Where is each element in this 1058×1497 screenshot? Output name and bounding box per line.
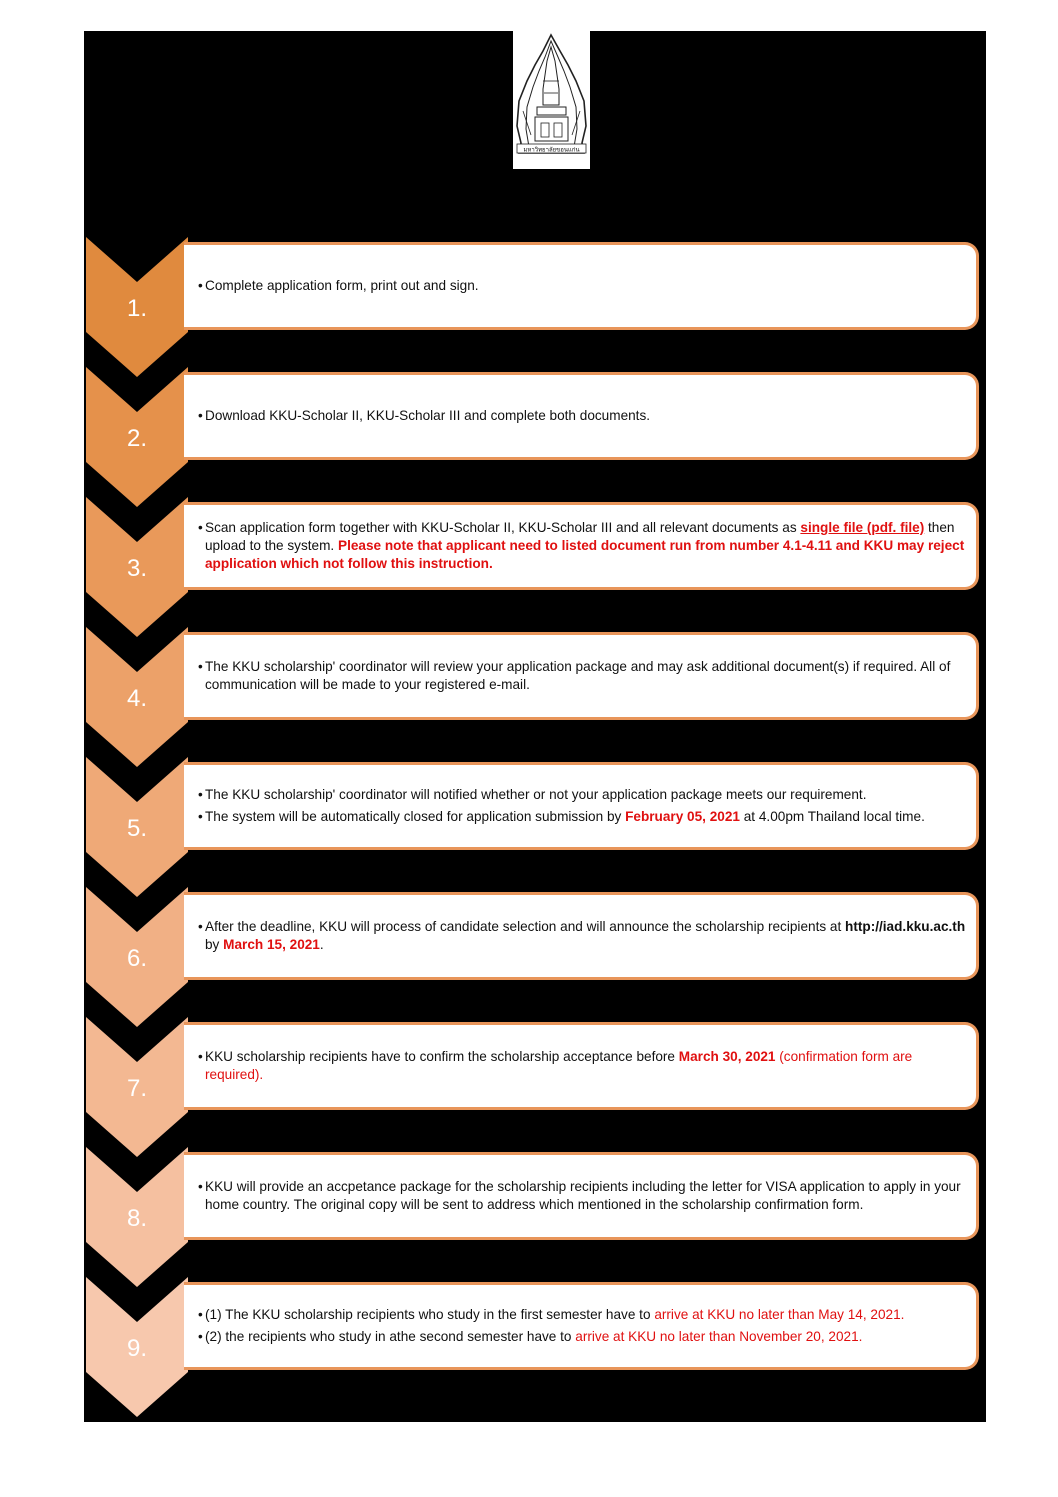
bullet-icon: • <box>198 919 203 934</box>
step-text: The KKU scholarship' coordinator will notified whether or not your application package meets our requirement. <box>205 787 867 802</box>
step-bullet-item <box>198 918 970 954</box>
step-bullet-item <box>198 658 970 694</box>
step-bullet-item <box>198 786 970 804</box>
step-number: 2. <box>126 425 147 452</box>
bullet-icon: • <box>198 809 203 824</box>
step-text: (confirmation form are required). <box>205 1049 913 1082</box>
step-content-box <box>184 632 979 720</box>
step-bullet-item <box>198 1048 970 1084</box>
step-bullet-item <box>198 519 970 573</box>
step-text: (1) The KKU scholarship recipients who study in the first semester have to <box>205 1307 655 1322</box>
step-content-box <box>184 1282 979 1370</box>
step-bullet-item <box>198 1306 970 1324</box>
step-content-box <box>184 892 979 980</box>
step-text: KKU will provide an accpetance package for the scholarship recipients including the letter for VISA application to apply in your home country. The original copy will be sent to address which mentioned in the scholarship confirmation form. <box>205 1179 961 1212</box>
step-text: Scan application form together with KKU-Scholar II, KKU-Scholar III and all relevant documents as <box>205 520 801 535</box>
bullet-icon: • <box>198 1307 203 1322</box>
step-text: by <box>205 937 224 952</box>
step-text[interactable]: http://iad.kku.ac.th <box>845 919 966 934</box>
step-number: 4. <box>126 685 147 712</box>
bullet-icon: • <box>198 1049 203 1064</box>
step-text: Complete application form, print out and sign. <box>205 278 479 293</box>
step-text: March 30, 2021 <box>678 1049 776 1064</box>
step-number: 9. <box>126 1335 147 1362</box>
step-text: KKU scholarship recipients have to confirm the scholarship acceptance before <box>205 1049 679 1064</box>
svg-text:มหาวิทยาลัยขอนแก่น: มหาวิทยาลัยขอนแก่น <box>523 146 580 154</box>
bullet-icon: • <box>198 1179 203 1194</box>
bullet-icon: • <box>198 408 203 423</box>
step-number: 8. <box>126 1205 147 1232</box>
step-text: March 15, 2021 <box>223 937 320 952</box>
step-bullet-item <box>198 1178 970 1214</box>
step-content-box <box>184 762 979 850</box>
step-text: February 05, 2021 <box>625 809 740 824</box>
step-number: 6. <box>126 945 147 972</box>
step-text: single file (pdf. file) <box>800 520 925 535</box>
step-text: After the deadline, KKU will process of candidate selection and will announce the scholarship recipients at <box>205 919 846 934</box>
bullet-icon: • <box>198 1329 203 1344</box>
step-text: (2) the recipients who study in athe second semester have to <box>205 1329 576 1344</box>
step-text: Please note that applicant need to listed document run from number 4.1-4.11 and KKU may reject application which not follow this instruction. <box>205 538 965 571</box>
kku-seal-icon <box>513 31 590 169</box>
bullet-icon: • <box>198 659 203 674</box>
step-bullet-item <box>198 1328 970 1346</box>
step-text: The system will be automatically closed for application submission by <box>205 809 626 824</box>
step-text: arrive at KKU no later than November 20, 2021. <box>575 1329 863 1344</box>
step-content-box <box>184 372 979 460</box>
step-text: at 4.00pm Thailand local time. <box>739 809 925 824</box>
step-number: 1. <box>126 295 147 322</box>
step-text: arrive at KKU no later than May 14, 2021. <box>654 1307 905 1322</box>
step-number: 7. <box>126 1075 147 1102</box>
step-number: 5. <box>126 815 147 842</box>
step-number: 3. <box>126 555 147 582</box>
step-bullet-item <box>198 277 970 295</box>
bullet-icon: • <box>198 520 203 535</box>
step-content-box <box>184 502 979 590</box>
step-bullet-item <box>198 407 970 425</box>
bullet-icon: • <box>198 278 203 293</box>
step-content-box <box>184 1152 979 1240</box>
kku-seal-logo <box>513 31 590 169</box>
step-bullet-item <box>198 808 970 826</box>
step-content-box <box>184 1022 979 1110</box>
step-text: then upload to the system. <box>205 520 955 553</box>
step-content-box <box>184 242 979 330</box>
step-text: Download KKU-Scholar II, KKU-Scholar III and complete both documents. <box>205 408 651 423</box>
bullet-icon: • <box>198 787 203 802</box>
step-text: The KKU scholarship' coordinator will review your application package and may ask additional document(s) if required. All of communication will be made to your registered e-mail. <box>205 659 951 692</box>
step-text: . <box>319 937 324 952</box>
